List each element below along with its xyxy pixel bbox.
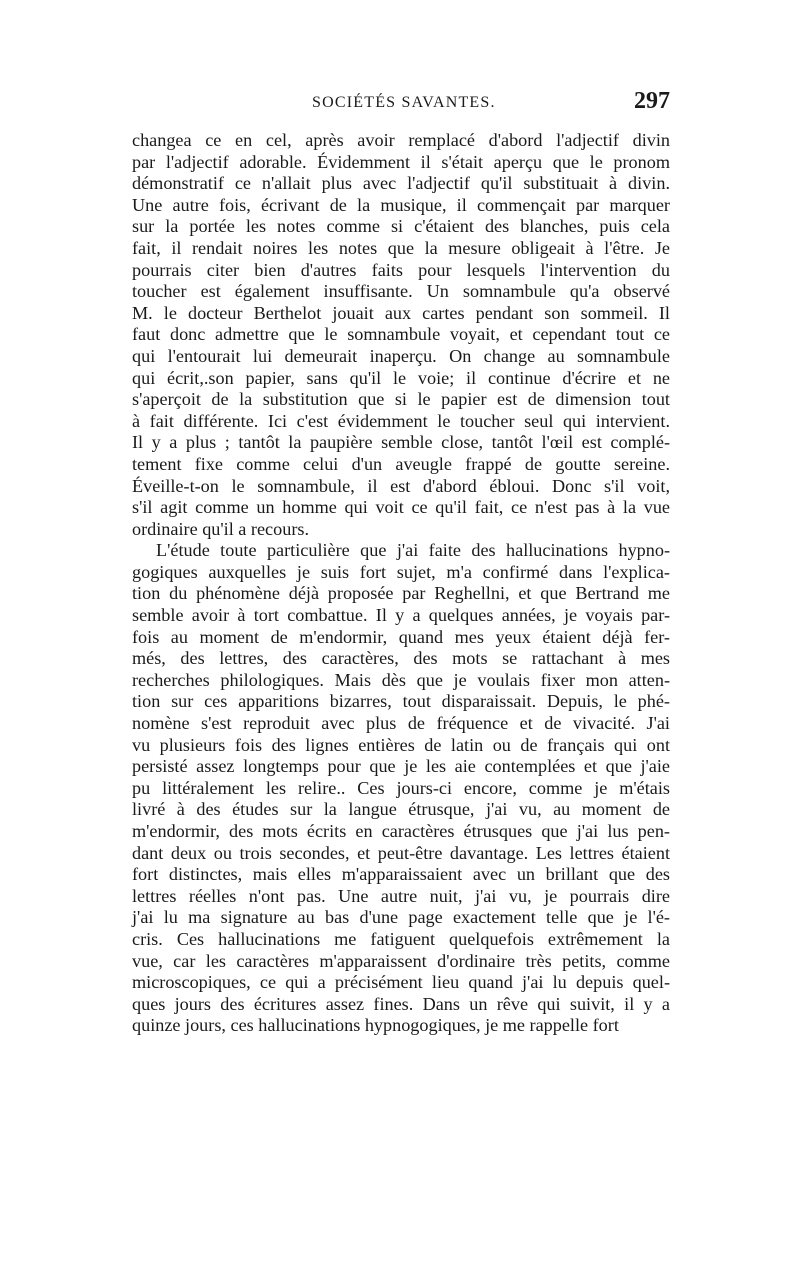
text-line: recherches philologiques. Mais dès que je voulais fixer mon atten- bbox=[132, 669, 670, 690]
text-line: semble avoir à tort combattue. Il y a quelques années, je voyais par- bbox=[132, 605, 670, 626]
text-line: tion du phénomène déjà proposée par Reghellni, et que Bertrand me bbox=[132, 583, 670, 604]
body-text bbox=[132, 130, 670, 1037]
text-line: tion sur ces apparitions bizarres, tout disparaissait. Depuis, le phé- bbox=[132, 691, 670, 712]
text-line: m'endormir, des mots écrits en caractères étrusques que j'ai lus pen- bbox=[132, 821, 670, 841]
page-number: 297 bbox=[634, 88, 670, 114]
text-line: Il y a plus ; tantôt la paupière semble close, tantôt l'œil est complé- bbox=[132, 432, 670, 453]
running-title: SOCIÉTÉS SAVANTES. bbox=[312, 94, 496, 111]
text-line: ordinaire qu'il a recours. bbox=[132, 518, 309, 539]
text-line: pourrais citer bien d'autres faits pour lesquels l'intervention du bbox=[132, 259, 670, 280]
text-line: més, des lettres, des caractères, des mots se rattachant à mes bbox=[132, 648, 670, 669]
text-line: s'il agit comme un homme qui voit ce qu'il fait, ce n'est pas à la vue bbox=[132, 497, 670, 518]
text-line: cris. Ces hallucinations me fatiguent quelquefois extrêmement la bbox=[132, 928, 670, 949]
text-line: M. le docteur Berthelot jouait aux cartes pendant son sommeil. Il bbox=[132, 302, 670, 323]
text-line: livré à des études sur la langue étrusque, j'ai vu, au moment de bbox=[132, 799, 670, 820]
text-line: vue, car les caractères m'apparaissent d'ordinaire très petits, comme bbox=[132, 950, 670, 971]
text-line: L'étude toute particulière que j'ai faite des hallucinations hypno- bbox=[156, 540, 670, 561]
text-line: quinze jours, ces hallucinations hypnogogiques, je me rappelle fort bbox=[132, 1015, 619, 1036]
text-line: démonstratif ce n'allait plus avec l'adjectif qu'il substituait à divin. bbox=[132, 173, 670, 194]
text-line: microscopiques, ce qui a précisément lieu quand j'ai lu depuis quel- bbox=[132, 972, 670, 993]
text-line: dant deux ou trois secondes, et peut-être davantage. Les lettres étaient bbox=[132, 842, 670, 863]
text-line: par l'adjectif adorable. Évidemment il s'était aperçu que le pronom bbox=[132, 151, 670, 172]
text-line: ques jours des écritures assez fines. Dans un rêve qui suivit, il y a bbox=[132, 993, 670, 1014]
text-line: sur la portée les notes comme si c'étaient des blanches, puis cela bbox=[132, 216, 670, 237]
text-line: fait, il rendait noires les notes que la mesure obligeait à l'être. Je bbox=[132, 237, 670, 258]
page-header bbox=[132, 88, 670, 122]
text-line: à fait différente. Ici c'est évidemment le toucher seul qui intervient. bbox=[132, 410, 670, 431]
text-line: Éveille-t-on le somnambule, il est d'abord ébloui. Donc s'il voit, bbox=[132, 475, 670, 496]
text-line: qui l'entourait lui demeurait inaperçu. On change au somnambule bbox=[132, 345, 670, 366]
text-line: persisté assez longtemps pour que je les aie contemplées et que j'aie bbox=[132, 756, 670, 777]
text-line: lettres réelles n'ont pas. Une autre nuit, j'ai vu, je pourrais dire bbox=[132, 885, 670, 906]
text-line: vu plusieurs fois des lignes entières de latin ou de français qui ont bbox=[132, 734, 670, 755]
text-line: pu littéralement les relire.. Ces jours-ci encore, comme je m'étais bbox=[132, 777, 670, 798]
text-line: Une autre fois, écrivant de la musique, il commençait par marquer bbox=[132, 194, 670, 215]
text-line: tement fixe comme celui d'un aveugle frappé de goutte sereine. bbox=[132, 453, 670, 474]
text-line: s'aperçoit de la substitution que si le papier est de dimension tout bbox=[132, 389, 670, 410]
text-line: gogiques auxquelles je suis fort sujet, m'a confirmé dans l'explica- bbox=[132, 561, 670, 582]
text-line: toucher est également insuffisante. Un somnambule qu'a observé bbox=[132, 281, 670, 302]
text-line: qui écrit,.son papier, sans qu'il le voie; il continue d'écrire et ne bbox=[132, 367, 670, 388]
text-line: fort distinctes, mais elles m'apparaissaient avec un brillant que des bbox=[132, 864, 670, 885]
text-line: faut donc admettre que le somnambule voyait, et cependant tout ce bbox=[132, 324, 670, 345]
text-line: changea ce en cel, après avoir remplacé d'abord l'adjectif divin bbox=[132, 130, 670, 150]
text-line: j'ai lu ma signature au bas d'une page exactement telle que je l'é- bbox=[132, 907, 670, 928]
text-line: fois au moment de m'endormir, quand mes yeux étaient déjà fer- bbox=[132, 626, 670, 647]
text-line: nomène s'est reproduit avec plus de fréquence et de vivacité. J'ai bbox=[132, 713, 670, 734]
